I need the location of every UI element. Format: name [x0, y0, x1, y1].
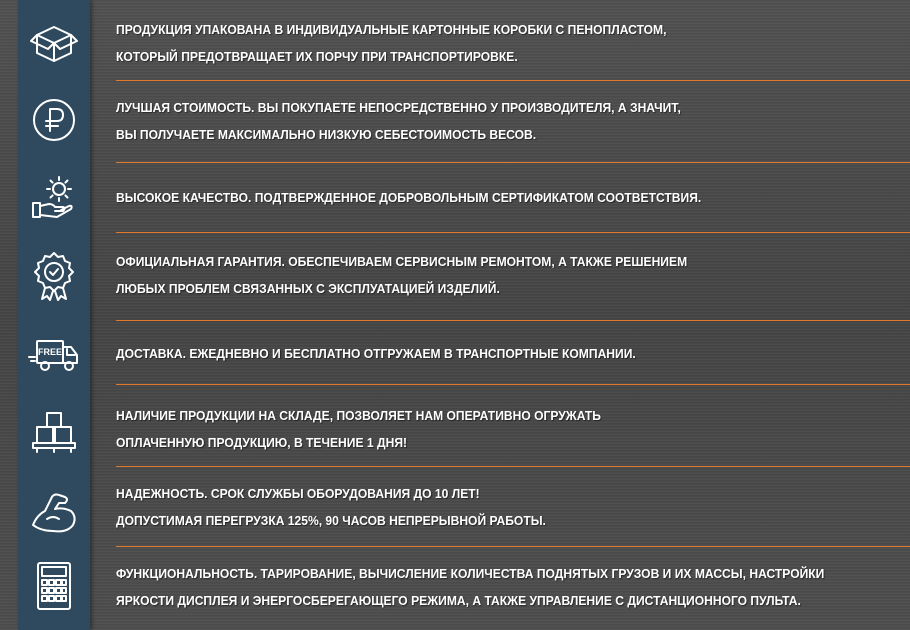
feature-functionality — [116, 560, 910, 614]
feature-text-line: ОПЛАЧЕННУЮ ПРОДУКЦИЮ, В ТЕЧЕНИЕ 1 ДНЯ! — [116, 435, 408, 450]
strong-arm-icon — [18, 484, 90, 540]
warranty-badge-icon — [18, 248, 90, 304]
divider — [116, 80, 910, 81]
feature-text-line: КОТОРЫЙ ПРЕДОТВРАЩАЕТ ИХ ПОРЧУ ПРИ ТРАНСПОРТИРОВКЕ. — [116, 49, 518, 64]
feature-text-line: ДОСТАВКА. ЕЖЕДНЕВНО И БЕСПЛАТНО ОТГРУЖАЕМ В ТРАНСПОРТНЫЕ КОМПАНИИ. — [116, 346, 636, 361]
divider — [116, 466, 910, 467]
feature-text-line: НАЛИЧИЕ ПРОДУКЦИИ НА СКЛАДЕ, ПОЗВОЛЯЕТ НАМ ОПЕРАТИВНО ОГРУЖАТЬ — [116, 408, 601, 423]
feature-text-line: НАДЕЖНОСТЬ. СРОК СЛУЖБЫ ОБОРУДОВАНИЯ ДО 10 ЛЕТ! — [116, 486, 480, 501]
divider — [116, 162, 910, 163]
feature-text-line: ВЫ ПОЛУЧАЕТЕ МАКСИМАЛЬНО НИЗКУЮ СЕБЕСТОИМОСТЬ ВЕСОВ. — [116, 127, 537, 142]
feature-price — [116, 94, 910, 148]
icon-sidebar — [18, 0, 90, 630]
feature-text-line: ЛУЧШАЯ СТОИМОСТЬ. ВЫ ПОКУПАЕТЕ НЕПОСРЕДСТВЕННО У ПРОИЗВОДИТЕЛЯ, А ЗНАЧИТ, — [116, 100, 681, 115]
divider — [116, 320, 910, 321]
feature-text-line: ПРОДУКЦИЯ УПАКОВАНА В ИНДИВИДУАЛЬНЫЕ КАРТОННЫЕ КОРОБКИ С ПЕНОПЛАСТОМ, — [116, 22, 667, 37]
calculator-icon — [18, 558, 90, 614]
free-label: FREE — [37, 347, 63, 357]
feature-text-line: ОФИЦИАЛЬНАЯ ГАРАНТИЯ. ОБЕСПЕЧИВАЕМ СЕРВИСНЫМ РЕМОНТОМ, А ТАКЖЕ РЕШЕНИЕМ — [116, 254, 688, 269]
stacked-boxes-icon — [18, 404, 90, 460]
feature-text-line: ВЫСОКОЕ КАЧЕСТВО. ПОДТВЕРЖДЕННОЕ ДОБРОВОЛЬНЫМ СЕРТИФИКАТОМ СООТВЕТСТВИЯ. — [116, 190, 702, 205]
feature-stock — [116, 402, 910, 456]
divider — [116, 384, 910, 385]
ruble-icon — [18, 92, 90, 148]
feature-delivery — [116, 340, 910, 367]
feature-quality — [116, 184, 910, 211]
feature-text-line: ФУНКЦИОНАЛЬНОСТЬ. ТАРИРОВАНИЕ, ВЫЧИСЛЕНИЕ КОЛИЧЕСТВА ПОДНЯТЫХ ГРУЗОВ И ИХ МАССЫ, НАСТРОЙКИ — [116, 566, 825, 581]
feature-warranty — [116, 248, 910, 302]
feature-packaging — [116, 16, 910, 70]
divider — [116, 546, 910, 547]
feature-text-line: ЛЮБЫХ ПРОБЛЕМ СВЯЗАННЫХ С ЭКСПЛУАТАЦИЕЙ ИЗДЕЛИЙ. — [116, 281, 500, 296]
feature-text-line: ДОПУСТИМАЯ ПЕРЕГРУЗКА 125%, 90 ЧАСОВ НЕПРЕРЫВНОЙ РАБОТЫ. — [116, 513, 546, 528]
quality-gear-hand-icon — [18, 170, 90, 226]
free-delivery-truck-icon — [18, 326, 90, 382]
divider — [116, 232, 910, 233]
box-icon — [18, 14, 90, 70]
feature-reliability — [116, 480, 910, 534]
feature-text-line: ЯРКОСТИ ДИСПЛЕЯ И ЭНЕРГОСБЕРЕГАЮЩЕГО РЕЖИМА, А ТАКЖЕ УПРАВЛЕНИЕ С ДИСТАНЦИОННОГО ПУЛЬТА. — [116, 593, 801, 608]
